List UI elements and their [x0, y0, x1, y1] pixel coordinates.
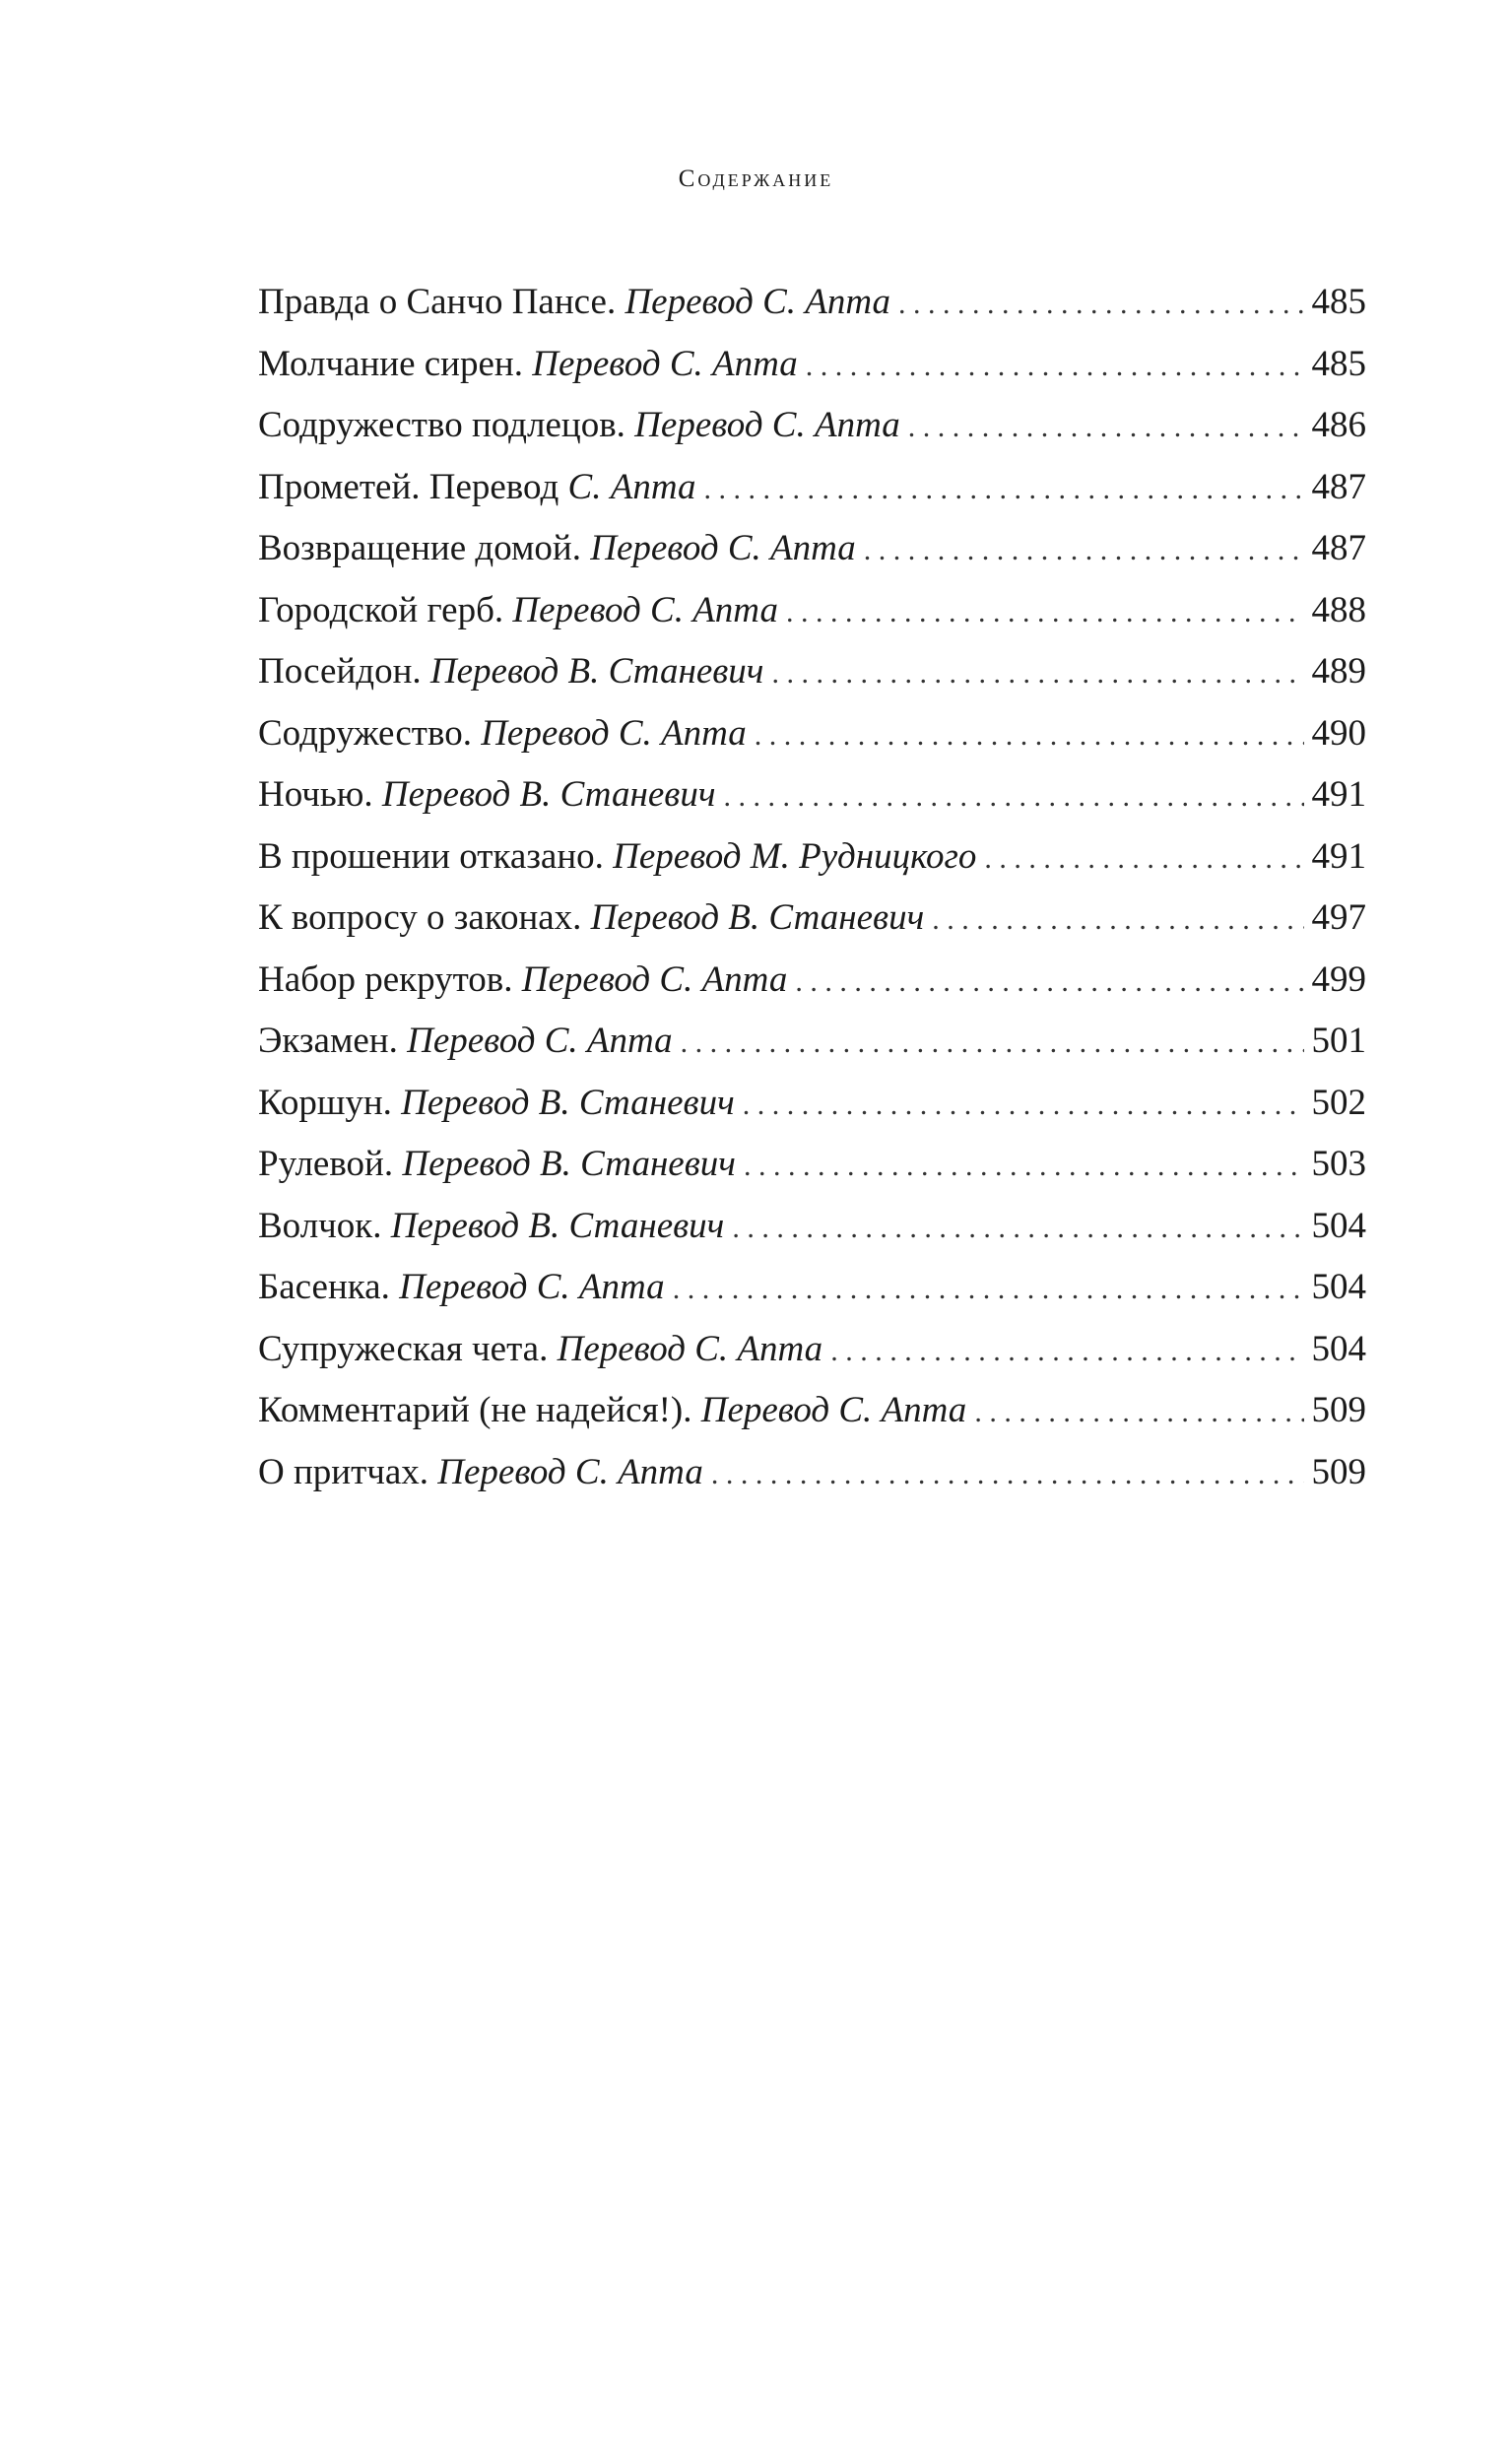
dot-leader	[723, 766, 1303, 828]
entry-page-number: 499	[1311, 958, 1366, 1000]
entry-title: Рулевой.	[258, 1144, 394, 1184]
entry-page-number: 486	[1311, 405, 1366, 445]
entry-translator: Перевод С. Апта	[521, 958, 788, 1000]
entry-page-number: 497	[1311, 897, 1366, 938]
entry-page-number: 485	[1311, 343, 1366, 384]
entry-title: Басенка.	[258, 1267, 390, 1307]
toc-entry	[258, 1011, 1366, 1073]
toc-entry	[258, 703, 1366, 765]
entry-translator: Перевод В. Станевич	[390, 1205, 725, 1246]
dot-leader	[711, 1444, 1304, 1506]
dot-leader	[864, 520, 1304, 582]
dot-leader	[932, 890, 1303, 952]
entry-page-number: 487	[1311, 466, 1366, 507]
entry-page-number: 502	[1311, 1082, 1366, 1123]
entry-title: В прошении отказано.	[258, 835, 604, 877]
toc-entry	[258, 272, 1366, 334]
toc-entry-title	[258, 764, 715, 826]
dot-leader	[771, 643, 1303, 705]
entry-translator: Перевод С. Апта	[399, 1267, 665, 1307]
entry-translator: Перевод С. Апта	[700, 1390, 967, 1430]
toc-entry-title	[258, 641, 763, 703]
entry-title: Прометей. Перевод	[258, 466, 559, 507]
entry-page-number: 503	[1311, 1144, 1366, 1184]
entry-title: К вопросу о законах.	[258, 897, 582, 938]
toc-entry-title	[258, 395, 900, 457]
toc-entry-title	[258, 1134, 736, 1196]
toc-entry-title	[258, 1196, 724, 1258]
entry-page-number: 491	[1311, 835, 1366, 877]
toc-entry-title	[258, 334, 798, 396]
entry-translator: Перевод М. Рудницкого	[613, 835, 977, 877]
dot-leader	[732, 1198, 1303, 1260]
toc-entry	[258, 826, 1366, 889]
toc-entry-title	[258, 703, 747, 765]
entry-title: Коршун.	[258, 1082, 392, 1123]
entry-translator: Перевод С. Апта	[634, 405, 900, 445]
entry-title: Волчок.	[258, 1205, 382, 1246]
entry-translator: Перевод С. Апта	[557, 1328, 823, 1369]
dot-leader	[795, 952, 1303, 1014]
entry-title: Набор рекрутов.	[258, 958, 513, 1000]
dot-leader	[830, 1321, 1303, 1383]
entry-title: Молчание сирен.	[258, 343, 523, 384]
toc-entry	[258, 1442, 1366, 1504]
entry-translator: Перевод С. Апта	[590, 528, 856, 568]
toc-entry-title	[258, 888, 924, 950]
entry-title: Ночью.	[258, 774, 373, 815]
entry-title: Городской герб.	[258, 589, 504, 630]
entry-translator: Перевод С. Апта	[437, 1451, 703, 1492]
entry-page-number: 504	[1311, 1328, 1366, 1369]
entry-title: Правда о Санчо Пансе.	[258, 282, 617, 322]
entry-page-number: 487	[1311, 528, 1366, 568]
dot-leader	[743, 1075, 1304, 1137]
toc-entry-title	[258, 950, 787, 1012]
entry-page-number: 491	[1311, 774, 1366, 815]
dot-leader	[898, 274, 1303, 336]
entry-translator: Перевод В. Станевич	[401, 1082, 735, 1123]
toc-entry	[258, 888, 1366, 950]
toc-entry	[258, 395, 1366, 457]
dot-leader	[908, 397, 1304, 459]
toc-entry-title	[258, 1257, 665, 1319]
entry-translator: Перевод В. Станевич	[429, 651, 764, 692]
entry-page-number: 509	[1311, 1390, 1366, 1430]
toc-entry-title	[258, 1319, 822, 1381]
table-of-contents	[258, 272, 1366, 1503]
entry-title: Посейдон.	[258, 651, 422, 692]
dot-leader	[744, 1136, 1304, 1198]
entry-title: Содружество подлецов.	[258, 405, 625, 445]
entry-title: Экзамен.	[258, 1021, 398, 1061]
entry-translator: Перевод С. Апта	[532, 343, 798, 384]
dot-leader	[984, 828, 1303, 891]
entry-translator: Перевод В. Станевич	[402, 1144, 736, 1184]
entry-page-number: 504	[1311, 1205, 1366, 1246]
toc-entry	[258, 764, 1366, 826]
entry-title: Комментарий (не надейся!).	[258, 1390, 692, 1430]
toc-entry-title	[258, 826, 976, 889]
toc-entry-title	[258, 580, 778, 642]
dot-leader	[786, 582, 1304, 644]
toc-entry-title	[258, 1442, 703, 1504]
toc-entry	[258, 1380, 1366, 1442]
entry-page-number: 488	[1311, 589, 1366, 630]
dot-leader	[974, 1382, 1303, 1444]
entry-translator: Перевод В. Станевич	[381, 774, 716, 815]
toc-entry-title	[258, 272, 890, 334]
toc-entry-title	[258, 1011, 673, 1073]
entry-translator: Перевод С. Апта	[407, 1021, 673, 1061]
toc-entry	[258, 1134, 1366, 1196]
entry-page-number: 490	[1311, 712, 1366, 754]
toc-entry	[258, 641, 1366, 703]
toc-entry	[258, 950, 1366, 1012]
entry-translator: Перевод С. Апта	[481, 712, 747, 754]
toc-entry	[258, 1196, 1366, 1258]
entry-translator: С. Апта	[567, 466, 696, 507]
entry-translator: Перевод С. Апта	[512, 589, 778, 630]
toc-entry	[258, 334, 1366, 396]
toc-entry-title	[258, 1380, 966, 1442]
toc-entry	[258, 580, 1366, 642]
toc-entry	[258, 457, 1366, 519]
toc-entry-title	[258, 457, 696, 519]
dot-leader	[806, 336, 1304, 398]
entry-page-number: 501	[1311, 1021, 1366, 1061]
dot-leader	[704, 459, 1304, 521]
entry-title: Содружество.	[258, 712, 472, 754]
entry-page-number: 504	[1311, 1267, 1366, 1307]
toc-entry-title	[258, 1073, 735, 1135]
entry-translator: Перевод В. Станевич	[590, 897, 925, 938]
toc-entry-title	[258, 518, 856, 580]
dot-leader	[681, 1013, 1304, 1075]
entry-title: Возвращение домой.	[258, 528, 581, 568]
dot-leader	[755, 705, 1304, 767]
entry-title: О притчах.	[258, 1451, 429, 1492]
toc-entry	[258, 1257, 1366, 1319]
entry-page-number: 489	[1311, 651, 1366, 692]
entry-page-number: 485	[1311, 282, 1366, 322]
entry-page-number: 509	[1311, 1451, 1366, 1492]
dot-leader	[673, 1259, 1304, 1321]
toc-entry	[258, 1319, 1366, 1381]
entry-translator: Перевод С. Апта	[625, 282, 891, 322]
entry-title: Супружеская чета.	[258, 1328, 549, 1369]
toc-entry	[258, 518, 1366, 580]
running-head: Содержание	[678, 165, 834, 192]
toc-entry	[258, 1073, 1366, 1135]
